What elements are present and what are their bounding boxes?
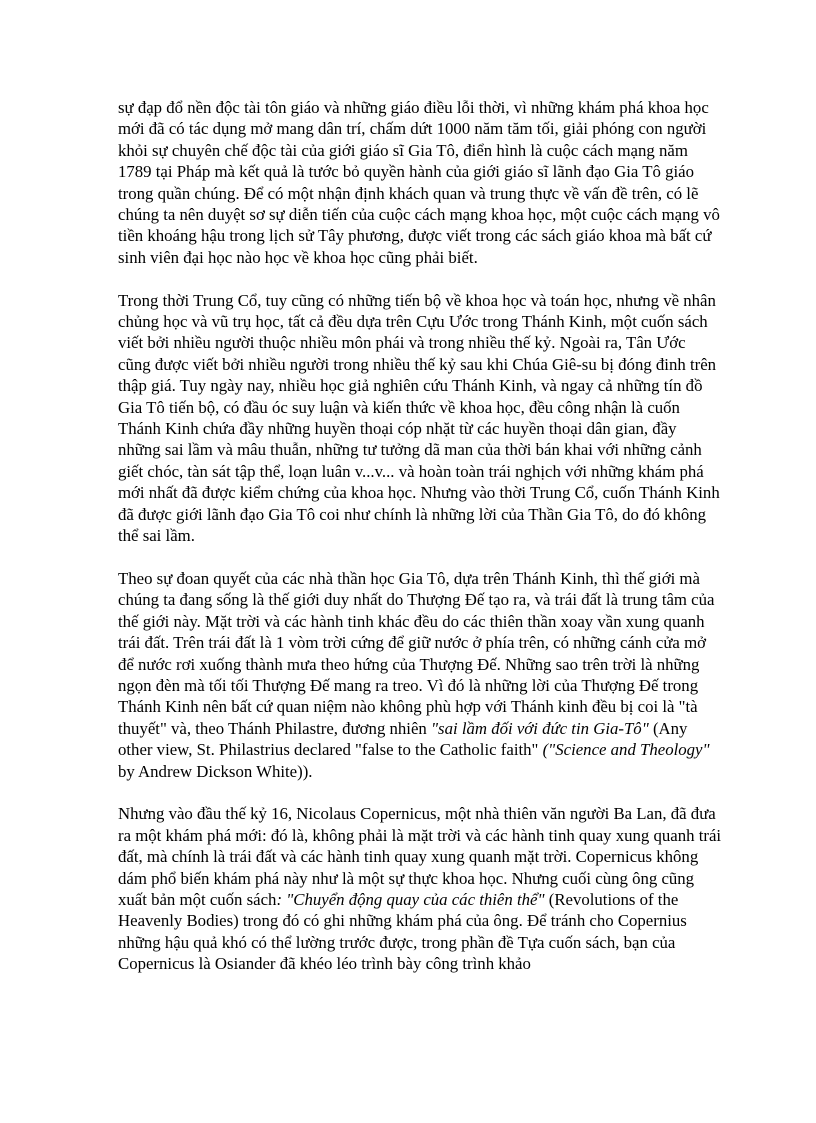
paragraph-1-text: sự đạp đổ nền độc tài tôn giáo và những giáo điều lỗi thời, vì những khám phá khoa học mới đã có tác dụng mở mang dân trí, chấm dứt 1000 năm tăm tối, giải phóng con người khỏi sự chuyên chế độc tài của giới giáo sĩ Gia Tô, điển hình là cuộc cách mạng năm 1789 tại Pháp mà kết quả là tước bỏ quyền hành của giới giáo sĩ lãnh đạo Gia Tô giáo trong quần chúng. Để có một nhận định khách quan và trung thực về vấn đề trên, có lẽ chúng ta nên duyệt sơ sự diễn tiến của cuộc cách mạng khoa học, một cuộc cách mạng vô tiền khoáng hậu trong lịch sử Tây phương, được viết trong các sách giáo khoa mà bất cứ sinh viên đại học nào học về khoa học cũng phải biết. — [118, 98, 720, 267]
paragraph-2 — [118, 290, 722, 547]
paragraph-3-text-a: Theo sự đoan quyết của các nhà thần học Gia Tô, dựa trên Thánh Kinh, thì thế giới mà chúng ta đang sống là thế giới duy nhất do Thượng Đế tạo ra, và trái đất là trung tâm của thế giới này. Mặt trời và các hành tinh khác đều do các thiên thần xoay vần xung quanh trái đất. Trên trái đất là 1 vòm trời cứng để giữ nước ở phía trên, có những cánh cửa mở để nước rơi xuống thành mưa theo hứng của Thượng Đế. Những sao trên trời là những ngọn đèn mà tối tối Thượng Đế mang ra treo. Vì đó là những lời của Thượng Đế trong Thánh Kinh nên bất cứ quan niệm nào không phù hợp với Thánh kinh đều bị coi là "tà thuyết" và, theo Thánh Philastre, đương nhiên — [118, 568, 715, 738]
paragraph-3 — [118, 568, 722, 782]
document-page — [118, 97, 722, 975]
paragraph-3-text-c: by Andrew Dickson White)). — [118, 761, 313, 781]
paragraph-4-text-b: (Revolutions of the Heavenly Bodies) trong đó có ghi những khám phá của ông. Để tránh cho Copernius những hậu quả khó có thể lường trước được, trong phần đề Tựa cuốn sách, bạn của Copernicus là Osiander đã khéo léo trình bày công trình khảo — [118, 889, 687, 974]
paragraph-3-text-b: (Any other view, St. Philastrius declared "false to the Catholic faith" — [118, 718, 688, 760]
paragraph-4 — [118, 803, 722, 974]
paragraph-3-italic-book-title: ("Science and Theology" — [542, 740, 710, 760]
paragraph-2-text: Trong thời Trung Cổ, tuy cũng có những tiến bộ về khoa học và toán học, nhưng về nhân chủng học và vũ trụ học, tất cả đều dựa trên Cựu Ước trong Thánh Kinh, một cuốn sách viết bởi nhiều người thuộc nhiều môn phái và trong nhiều thế kỷ. Ngoài ra, Tân Ước cũng được viết bởi nhiều người trong nhiều thế kỷ sau khi Chúa Giê-su bị đóng đinh trên thập giá. Tuy ngày nay, nhiều học giả nghiên cứu Thánh Kinh, và ngay cả những tín đồ Gia Tô tiến bộ, có đầu óc suy luận và kiến thức về khoa học, đều công nhận là cuốn Thánh Kinh chứa đầy những huyền thoại cóp nhặt từ các huyền thoại dân gian, đầy những sai lầm và mâu thuẫn, những tư tưởng dã man của thời bán khai với những cảnh giết chóc, tàn sát tập thể, loạn luân v...v... và hoàn toàn trái nghịch với những khám phá mới nhất đã được kiểm chứng của khoa học. Nhưng vào thời Trung Cổ, cuốn Thánh Kinh đã được giới lãnh đạo Gia Tô coi như chính là những lời của Thần Gia Tô, do đó không thể sai lầm. — [118, 290, 720, 546]
paragraph-1 — [118, 97, 722, 268]
paragraph-4-text-a: Nhưng vào đầu thế kỷ 16, Nicolaus Copernicus, một nhà thiên văn người Ba Lan, đã đưa ra một khám phá mới: đó là, không phải là mặt trời và các hành tinh quay xung quanh trái đất, mà chính là trái đất và các hành tinh quay xung quanh mặt trời. Copernicus không dám phổ biến khám phá này như là một sự thực khoa học. Nhưng cuối cùng ông cũng xuất bản một cuốn sách — [118, 804, 722, 909]
paragraph-3-italic-quote: "sai lầm đối với đức tin Gia-Tô" — [431, 718, 649, 738]
paragraph-4-italic-book-title: : "Chuyển động quay của các thiên thể" — [276, 889, 545, 909]
